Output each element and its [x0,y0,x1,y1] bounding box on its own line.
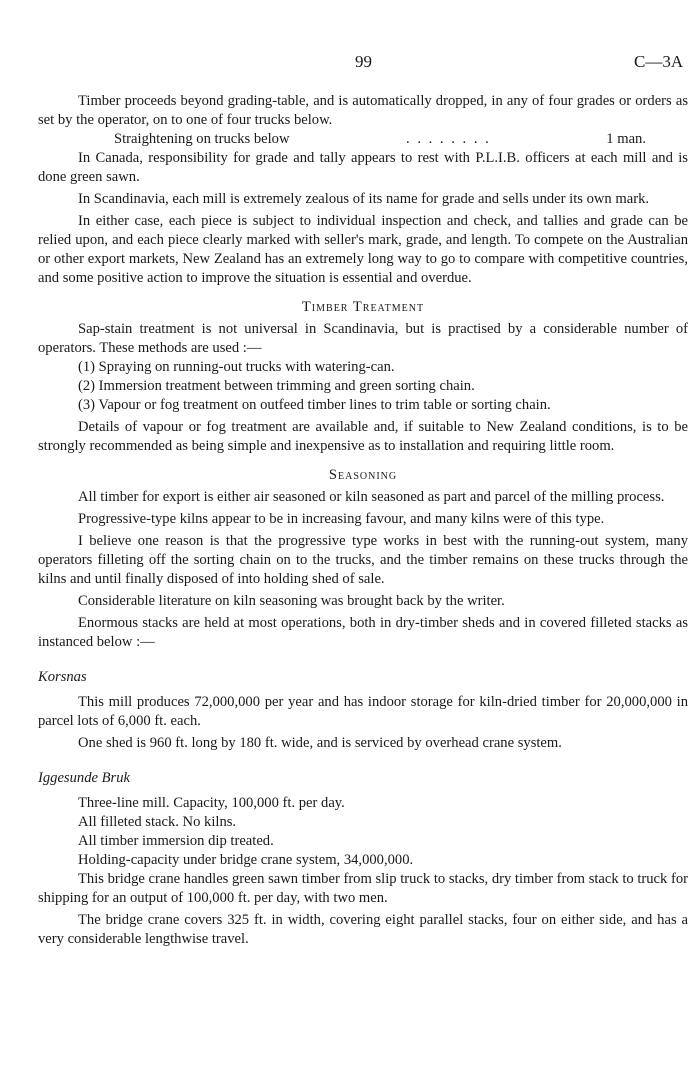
subheading-iggesunde: Iggesunde Bruk [38,770,130,786]
paragraph-either-case: In either case, each piece is subject to individual inspection and check, and tallies and grade can be relied upon, and each piece clearly marked with seller's mark, grade, and length. To compete on the Australian or other export markets, New Zealand has an extremely long way to go to compare with competitive countries, and some positive action to improve the situation is essential and overdue. [38,213,688,286]
heading-seasoning: Seasoning [328,467,398,483]
paragraph-grading: Timber proceeds beyond grading-table, and is automatically dropped, in any of four grades or orders as set by the operator, on to one of four trucks below. [38,93,688,128]
paragraph-seasoning: Progressive-type kilns appear to be in increasing favour, and many kilns were of this type. [78,511,605,527]
paragraph-seasoning: I believe one reason is that the progressive type works in best with the running-out system, many operators filleting off the sorting chain on to the trucks, and the timber remains on these trucks through the kilns and until finally disposed of into holding shed of sale. [38,533,688,587]
paragraph-korsnas: This mill produces 72,000,000 per year and has indoor storage for kiln-dried timber for 20,000,000 in parcel lots of 6,000 ft. each. [38,694,688,729]
paragraph-canada: In Canada, responsibility for grade and tally appears to rest with P.L.I.B. officers at each mill and is done green sawn. [38,150,688,185]
list-item: Three-line mill. Capacity, 100,000 ft. per day. [78,795,345,811]
list-item: (2) Immersion treatment between trimming and green sorting chain. [78,378,475,394]
paragraph-seasoning: All timber for export is either air seasoned or kiln seasoned as part and parcel of the milling process. [78,489,665,505]
list-item: (1) Spraying on running-out trucks with watering-can. [78,359,395,375]
list-item: (3) Vapour or fog treatment on outfeed timber lines to trim table or sorting chain. [78,397,551,413]
document-code: C—3A [634,52,684,71]
list-item: All filleted stack. No kilns. [78,814,237,830]
straightening-value: 1 man. [606,131,647,147]
paragraph-korsnas: One shed is 960 ft. long by 180 ft. wide, and is serviced by overhead crane system. [78,735,562,751]
page-number: 99 [355,52,372,71]
leader-dots: . . . . . . . . [406,131,490,147]
treatment-methods-list [78,358,688,415]
straightening-row [114,130,646,149]
paragraph-iggesunde: This bridge crane handles green sawn timber from slip truck to stacks, dry timber from stack to truck for shipping for an output of 100,000 ft. per day, with two men. [38,871,688,906]
subheading-korsnas: Korsnas [38,669,87,685]
paragraph-seasoning: Enormous stacks are held at most operations, both in dry-timber sheds and in covered filleted stacks as instanced below :— [38,615,688,650]
paragraph-scandinavia: In Scandinavia, each mill is extremely zealous of its name for grade and sells under its own mark. [78,191,650,207]
page-body [38,92,688,949]
list-item: Holding-capacity under bridge crane system, 34,000,000. [78,852,414,868]
straightening-label: Straightening on trucks below [114,131,290,147]
heading-timber-treatment: Timber Treatment [301,299,425,315]
paragraph-sap-stain: Sap-stain treatment is not universal in Scandinavia, but is practised by a considerable number of operators. These methods are used :— [38,321,688,356]
paragraph-iggesunde: The bridge crane covers 325 ft. in width, covering eight parallel stacks, four on either side, and has a very considerable lengthwise travel. [38,912,688,947]
list-item: All timber immersion dip treated. [78,833,274,849]
paragraph-seasoning: Considerable literature on kiln seasoning was brought back by the writer. [78,593,505,609]
paragraph-vapour-details: Details of vapour or fog treatment are available and, if suitable to New Zealand conditions, is to be strongly recommended as being simple and inexpensive as to installation and requiring little room. [38,419,688,454]
